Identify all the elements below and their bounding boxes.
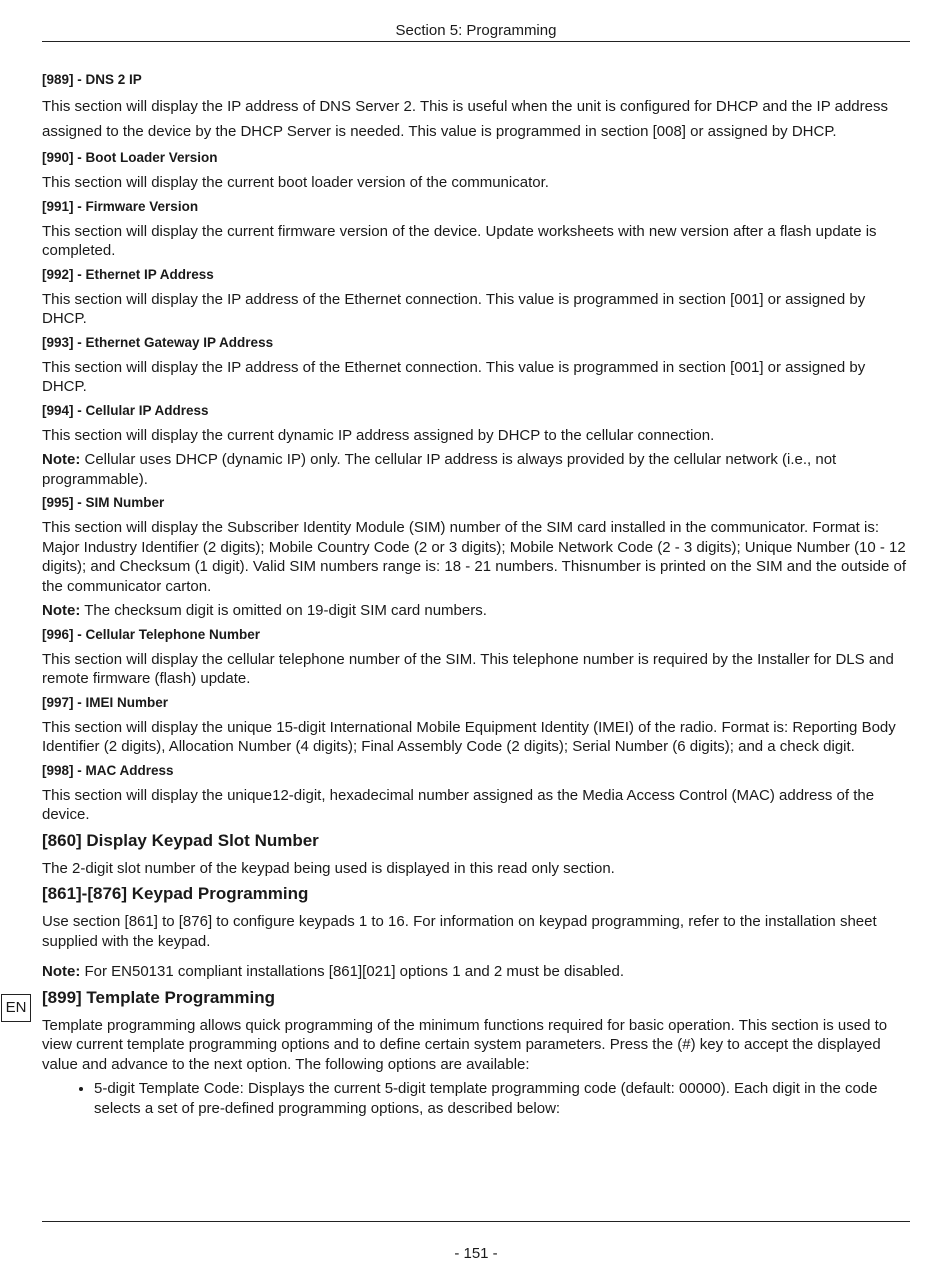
section-998-heading: [998] - MAC Address (42, 762, 174, 778)
section-996-body: This section will display the cellular telephone number of the SIM. This telephone number is required by the Installer for DLS and remote firmware (flash) update. (42, 650, 894, 687)
section-997-heading: [997] - IMEI Number (42, 694, 169, 710)
page-header: Section 5: Programming (395, 22, 557, 39)
section-992-body: This section will display the IP address of the Ethernet connection. This value is programmed in section [001] or assigned by DHCP. (42, 290, 866, 327)
section-860-heading: [860] Display Keypad Slot Number (42, 830, 319, 850)
note-text: For EN50131 compliant installations [861][021] options 1 and 2 must be disabled. (80, 963, 624, 980)
footer-divider (42, 1221, 910, 1222)
section-997-body: This section will display the unique 15-digit International Mobile Equipment Identity (IMEI) of the radio. Format is: Reporting Body Identifier (2 digits), Allocation Number (4 digits); Final Assembly Code (2 digits); Serial Number (6 digits); and a check digit. (42, 718, 896, 755)
section-899-heading: [899] Template Programming (42, 987, 276, 1007)
list-item: • 5-digit Template Code: Displays the current 5-digit template programming code (default: 00000). Each digit in the code selects a set of pre-defined programming options, as described below: (94, 1079, 910, 1118)
page-content (42, 71, 910, 1118)
section-995-body: This section will display the Subscriber Identity Module (SIM) number of the SIM card installed in the communicator. Format is: Major Industry Identifier (2 digits); Mobile Country Code (2 or 3 digits); Mobile Network Code (2 - 3 digits); Unique Number (10 - 12 digits); and Checksum (1 digit). Valid SIM numbers range is: 18 - 21 numbers. Thisnumber is printed on the SIM and the outside of the communicator carton. (42, 519, 907, 595)
section-993-body: This section will display the IP address of the Ethernet connection. This value is programmed in section [001] or assigned by DHCP. (42, 358, 866, 395)
language-tab: EN (1, 994, 31, 1022)
section-990-heading: [990] - Boot Loader Version (42, 150, 218, 165)
section-996-heading: [996] - Cellular Telephone Number (42, 626, 261, 642)
section-994-body: This section will display the current dynamic IP address assigned by DHCP to the cellular connection. (42, 426, 715, 444)
header-divider (42, 41, 910, 42)
section-861-body: Use section [861] to [876] to configure keypads 1 to 16. For information on keypad programming, refer to the installation sheet supplied with the keypad. (42, 913, 877, 950)
note-label: Note: (42, 602, 81, 619)
note-text: The checksum digit is omitted on 19-digit SIM card numbers. (80, 602, 487, 619)
note-label: Note: (42, 451, 81, 468)
section-995-note (42, 601, 910, 621)
note-label: Note: (42, 963, 81, 980)
page-number: - 151 - (454, 1245, 498, 1262)
section-899-body: Template programming allows quick programming of the minimum functions required for basic operation. This section is used to view current template programming options and to define certain system parameters. Press the (#) key to accept the displayed value and advance to the next option. The following options are available: (42, 1016, 888, 1073)
section-989-body: This section will display the IP address of DNS Server 2. This is useful when the unit is configured for DHCP and the IP address assigned to the device by the DHCP Server is needed. This value is programmed in section [008] or assigned by DHCP. (42, 98, 888, 140)
section-861-note (42, 962, 910, 982)
section-993-heading: [993] - Ethernet Gateway IP Address (42, 334, 274, 350)
section-990-body: This section will display the current boot loader version of the communicator. (42, 174, 549, 191)
section-998-body: This section will display the unique12-digit, hexadecimal number assigned as the Media Access Control (MAC) address of the device. (42, 786, 875, 823)
section-991-body: This section will display the current firmware version of the device. Update worksheets with new version after a flash update is completed. (42, 222, 877, 259)
section-994-heading: [994] - Cellular IP Address (42, 402, 209, 418)
section-860-body: The 2-digit slot number of the keypad being used is displayed in this read only section. (42, 859, 615, 877)
section-992-heading: [992] - Ethernet IP Address (42, 266, 214, 282)
template-options-list (42, 1079, 910, 1118)
section-995-heading: [995] - SIM Number (42, 495, 165, 510)
section-989-heading: [989] - DNS 2 IP (42, 72, 142, 87)
section-991-heading: [991] - Firmware Version (42, 198, 199, 214)
section-994-note (42, 450, 910, 489)
section-861-heading: [861]-[876] Keypad Programming (42, 884, 309, 903)
note-text: Cellular uses DHCP (dynamic IP) only. The cellular IP address is always provided by the cellular network (i.e., not programmable). (42, 451, 837, 488)
